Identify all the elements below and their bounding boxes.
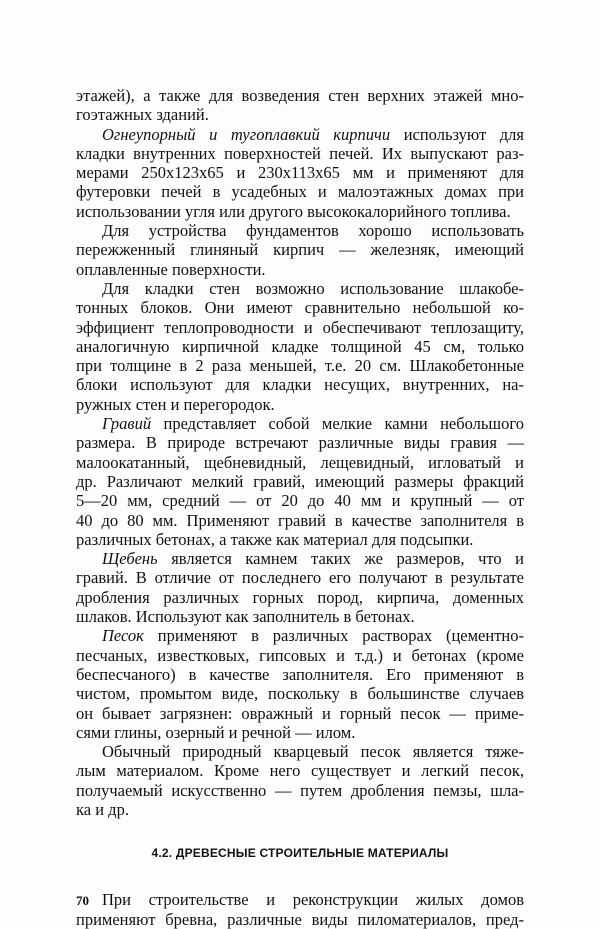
line-text: Обычный природный кварцевый песок является тяже-	[102, 742, 524, 762]
line-text: футеровки печей в усадебных и малоэтажных домах при	[76, 182, 524, 202]
text-line	[76, 607, 524, 626]
line-text: используют для	[390, 124, 524, 144]
line-text: сями глины, озерный и речной — илом.	[76, 722, 356, 742]
line-text: Для устройства фундаментов хорошо использовать	[102, 221, 524, 241]
line-text: кладки внутренних поверхностей печей. Их выпускают раз-	[76, 143, 524, 163]
text-line	[76, 298, 524, 317]
text-line	[76, 781, 524, 800]
text-line	[76, 105, 524, 124]
line-text: 40 до 80 мм. Применяют гравий в качестве заполнителя в	[76, 510, 524, 530]
line-text: применяют в различных растворах (цементно-	[143, 626, 524, 646]
line-text: При строительстве и реконструкции жилых домов	[102, 890, 524, 910]
text-line	[76, 433, 524, 452]
line-text: эффициент теплопроводности и обеспечивают теплозащиту,	[76, 317, 524, 337]
text-line	[76, 665, 524, 684]
section-intro-text	[76, 890, 524, 929]
text-line	[76, 742, 524, 761]
section-heading: 4.2. ДРЕВЕСНЫЕ СТРОИТЕЛЬНЫЕ МАТЕРИАЛЫ	[151, 846, 449, 861]
text-line	[76, 890, 524, 909]
text-line	[76, 356, 524, 375]
line-text: применяют бревна, различные виды пиломатериалов, пред-	[76, 909, 524, 929]
text-line	[76, 453, 524, 472]
text-line	[76, 337, 524, 356]
line-text: пережженный глиняный кирпич — железняк, имеющий	[76, 240, 524, 260]
text-line	[76, 588, 524, 607]
line-text: шлаков. Используют как заполнитель в бетонах.	[76, 607, 415, 627]
italic-term: Огнеупорный и тугоплавкий кирпичи	[102, 124, 391, 144]
text-line	[76, 318, 524, 337]
page-text	[76, 86, 524, 929]
text-line	[76, 414, 524, 433]
line-text: 5—20 мм, средний — от 20 до 40 мм и крупный — от	[76, 491, 524, 511]
text-line	[76, 240, 524, 259]
line-text: использовании угля или другого высококалорийного топлива.	[76, 201, 511, 221]
text-line	[76, 202, 524, 221]
line-text: этажей), а также для возведения стен верхних этажей мно-	[76, 86, 524, 105]
italic-term: Песок	[102, 626, 144, 646]
line-text: представляет собой мелкие камни небольшого	[151, 414, 524, 434]
text-line	[76, 511, 524, 530]
text-line	[76, 395, 524, 414]
text-line	[76, 568, 524, 587]
line-text: различных бетонах, а также как материал для подсыпки.	[76, 529, 474, 549]
text-line	[76, 182, 524, 201]
line-text: мерами 250x123x65 и 230x113x65 мм и применяют для	[76, 163, 524, 183]
body-text	[76, 86, 524, 819]
line-text: беспесчаного) в качестве заполнителя. Его применяют в	[76, 664, 524, 684]
line-text: Для кладки стен возможно использование шлакобе-	[102, 278, 524, 298]
text-line	[76, 704, 524, 723]
line-text: малоокатанный, щебневидный, лещевидный, игловатый и	[76, 452, 524, 472]
text-line	[76, 530, 524, 549]
line-text: чистом, промытом виде, поскольку в большинстве случаев	[76, 684, 524, 704]
line-text: др. Различают мелкий гравий, имеющий размеры фракций	[76, 471, 524, 491]
text-line	[76, 279, 524, 298]
text-line	[76, 800, 524, 819]
line-text: получаемый искусственно — путем дробления пемзы, шла-	[76, 780, 524, 800]
page-number: 70	[76, 893, 89, 908]
text-line	[76, 626, 524, 645]
line-text: размера. В природе встречают различные виды гравия —	[76, 433, 524, 453]
line-text: тонных блоков. Они имеют сравнительно небольшой ко-	[76, 298, 524, 318]
text-line	[76, 163, 524, 182]
text-line	[76, 375, 524, 394]
line-text: при толщине в 2 раза меньшей, т.е. 20 см. Шлакобетонные	[76, 356, 524, 376]
text-line	[76, 491, 524, 510]
text-line	[76, 472, 524, 491]
text-line	[76, 646, 524, 665]
line-text: лым материалом. Кроме него существует и легкий песок,	[76, 761, 524, 781]
line-text: гравий. В отличие от последнего его получают в результате	[76, 568, 524, 588]
text-line	[76, 684, 524, 703]
text-line	[76, 761, 524, 780]
text-line	[76, 125, 524, 144]
line-text: оплавленные поверхности.	[76, 259, 266, 279]
text-line	[76, 723, 524, 742]
line-text: дробления различных горных пород, кирпича, доменных	[76, 587, 524, 607]
line-text: ка и др.	[76, 799, 129, 819]
text-line	[76, 86, 524, 105]
line-text: он бывает загрязнен: овражный и горный песок — приме-	[76, 703, 524, 723]
line-text: аналогичную кирпичной кладке толщиной 45 см, только	[76, 336, 524, 356]
line-text: блоки используют для кладки несущих, внутренних, на-	[76, 375, 524, 395]
line-text: является камнем таких же размеров, что и	[157, 549, 524, 569]
text-line	[76, 144, 524, 163]
italic-term: Гравий	[102, 414, 152, 434]
text-line	[76, 221, 524, 240]
line-text: ружных стен и перегородок.	[76, 394, 275, 414]
line-text: песчаных, известковых, гипсовых и т.д.) и бетонах (кроме	[76, 645, 524, 665]
line-text: гоэтажных зданий.	[76, 105, 209, 125]
text-line	[76, 260, 524, 279]
italic-term: Щебень	[102, 549, 158, 569]
text-line	[76, 549, 524, 568]
